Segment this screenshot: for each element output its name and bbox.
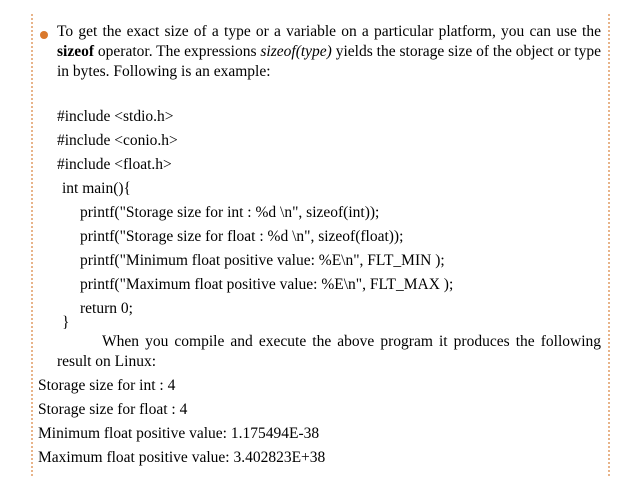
right-dotted-border [608, 14, 610, 476]
intro-paragraph [57, 22, 601, 82]
left-dotted-border [31, 14, 33, 476]
output-line-int: Storage size for int : 4 [38, 377, 176, 394]
output-line-max: Maximum float positive value: 3.402823E+38 [38, 449, 326, 466]
output-line-float: Storage size for float : 4 [38, 401, 188, 418]
sizeof-keyword: sizeof [57, 43, 95, 60]
intro-text-3: yields the storage size of the object or type in bytes. Following is an example: [57, 43, 601, 80]
intro-text-1: To get the exact size of a type or a variable on a particular platform, you can use the [57, 23, 601, 40]
code-line-printf-min: printf("Minimum float positive value: %E\n", FLT_MIN ); [80, 252, 445, 269]
result-intro: When you compile and execute the above program it produces the following result on Linux: [57, 333, 601, 370]
code-line-close-brace: } [62, 314, 70, 331]
sizeof-type-expression: sizeof(type) [260, 43, 332, 60]
code-line-main: int main(){ [62, 180, 131, 197]
intro-text-2: operator. The expressions [94, 43, 261, 60]
code-line-printf-int: printf("Storage size for int : %d \n", sizeof(int)); [80, 204, 380, 221]
code-line-include-float: #include <float.h> [57, 156, 172, 173]
code-line-include-conio: #include <conio.h> [57, 132, 178, 149]
code-line-return: return 0; [80, 300, 133, 317]
code-line-include-stdio: #include <stdio.h> [57, 108, 174, 125]
bullet-icon [40, 31, 48, 39]
output-line-min: Minimum float positive value: 1.175494E-38 [38, 425, 320, 442]
code-line-printf-max: printf("Maximum float positive value: %E\n", FLT_MAX ); [80, 276, 454, 293]
code-line-printf-float: printf("Storage size for float : %d \n", sizeof(float)); [80, 228, 404, 245]
